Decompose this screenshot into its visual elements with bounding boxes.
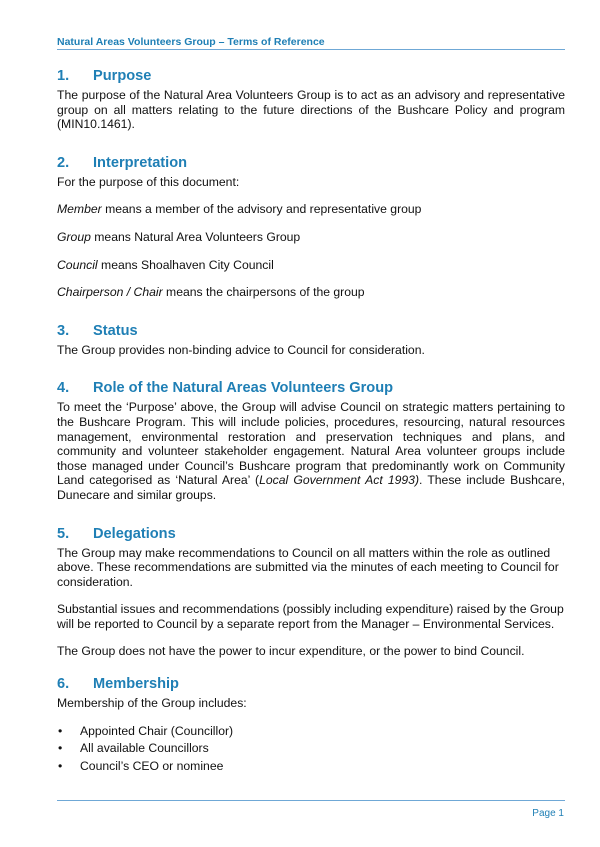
section-intro: For the purpose of this document: — [57, 174, 240, 189]
section-title: Role of the Natural Areas Volunteers Group — [93, 380, 394, 397]
definition-term: Chairperson / Chair — [57, 285, 163, 300]
paragraph-text: . These include Bushcare, Dunecare and similar groups. — [57, 473, 565, 502]
section-paragraph: The Group may make recommendations to Council on all matters within the role as outlined above. These recommendations are submitted via the minutes of each meeting to Council for consideration. — [57, 545, 559, 589]
section-intro: Membership of the Group includes: — [57, 696, 247, 711]
section-number: 3. — [57, 322, 70, 339]
list-item — [57, 741, 565, 756]
section-interpretation — [57, 154, 565, 300]
act-citation: Local Government Act 1993) — [259, 473, 420, 488]
section-status — [57, 322, 565, 358]
footer-divider — [57, 800, 565, 801]
header-divider — [57, 49, 565, 50]
section-paragraph: The purpose of the Natural Area Volunteers Group is to act as an advisory and representative group on all matters relating to the future directions of the Bushcare Policy and program (MIN10.1461). — [57, 88, 565, 132]
section-number: 2. — [57, 154, 70, 171]
section-delegations — [57, 525, 565, 660]
document-body — [57, 67, 565, 776]
section-title: Purpose — [93, 68, 152, 84]
bullet-icon: • — [58, 758, 63, 773]
section-heading — [57, 675, 565, 693]
definition-term: Council — [57, 257, 98, 272]
section-title: Status — [93, 322, 138, 339]
section-title: Delegations — [93, 525, 176, 542]
paragraph-text: To meet the ‘Purpose’ above, the Group will advise Council on strategic matters pertaining to the Bushcare Program. This will include policies, procedures, resourcing, natural resources management, environmental restoration and preservation techniques and plans, and community and volunteer stakeholder engagement. Natural Area volunteer groups include those managed under Council’s Bushcare program that predominantly work on Community Land categorised as ‘Natural Area’ ( — [57, 400, 565, 488]
section-heading — [57, 67, 565, 85]
section-number: 5. — [57, 525, 70, 542]
section-number: 4. — [57, 380, 70, 397]
definition-group — [57, 230, 565, 245]
definition-text: means Natural Area Volunteers Group — [90, 229, 301, 244]
list-item — [57, 759, 565, 774]
section-heading — [57, 525, 565, 543]
section-heading — [57, 154, 565, 172]
section-title: Interpretation — [93, 154, 188, 171]
section-membership — [57, 675, 565, 773]
definition-text: means the chairpersons of the group — [162, 285, 365, 300]
section-title: Membership — [93, 676, 179, 693]
section-number: 1. — [57, 68, 70, 84]
definition-text: means Shoalhaven City Council — [97, 257, 274, 272]
list-item-text: Council’s CEO or nominee — [80, 758, 224, 773]
section-paragraph: The Group provides non-binding advice to Council for consideration. — [57, 342, 425, 357]
section-heading — [57, 379, 565, 397]
section-purpose — [57, 67, 565, 132]
page-number: Page 1 — [532, 808, 564, 819]
bullet-icon: • — [58, 741, 63, 756]
section-paragraph: Substantial issues and recommendations (possibly including expenditure) raised by the Group will be reported to Council by a separate report from the Manager – Environmental Services. — [57, 602, 564, 631]
section-heading — [57, 322, 565, 340]
definition-member — [57, 202, 565, 217]
section-role — [57, 379, 565, 502]
section-number: 6. — [57, 676, 70, 693]
list-item-text: All available Councillors — [80, 741, 209, 756]
membership-list — [57, 724, 565, 774]
definition-council — [57, 258, 565, 273]
list-item — [57, 724, 565, 739]
running-header: Natural Areas Volunteers Group – Terms of Reference — [57, 36, 325, 48]
definition-term: Group — [57, 229, 91, 244]
bullet-icon: • — [58, 723, 63, 738]
definition-text: means a member of the advisory and representative group — [101, 202, 422, 217]
section-paragraph: The Group does not have the power to incur expenditure, or the power to bind Council. — [57, 644, 525, 659]
definition-chair — [57, 285, 565, 300]
definition-term: Member — [57, 202, 102, 217]
section-paragraph — [57, 400, 565, 502]
list-item-text: Appointed Chair (Councillor) — [80, 723, 234, 738]
